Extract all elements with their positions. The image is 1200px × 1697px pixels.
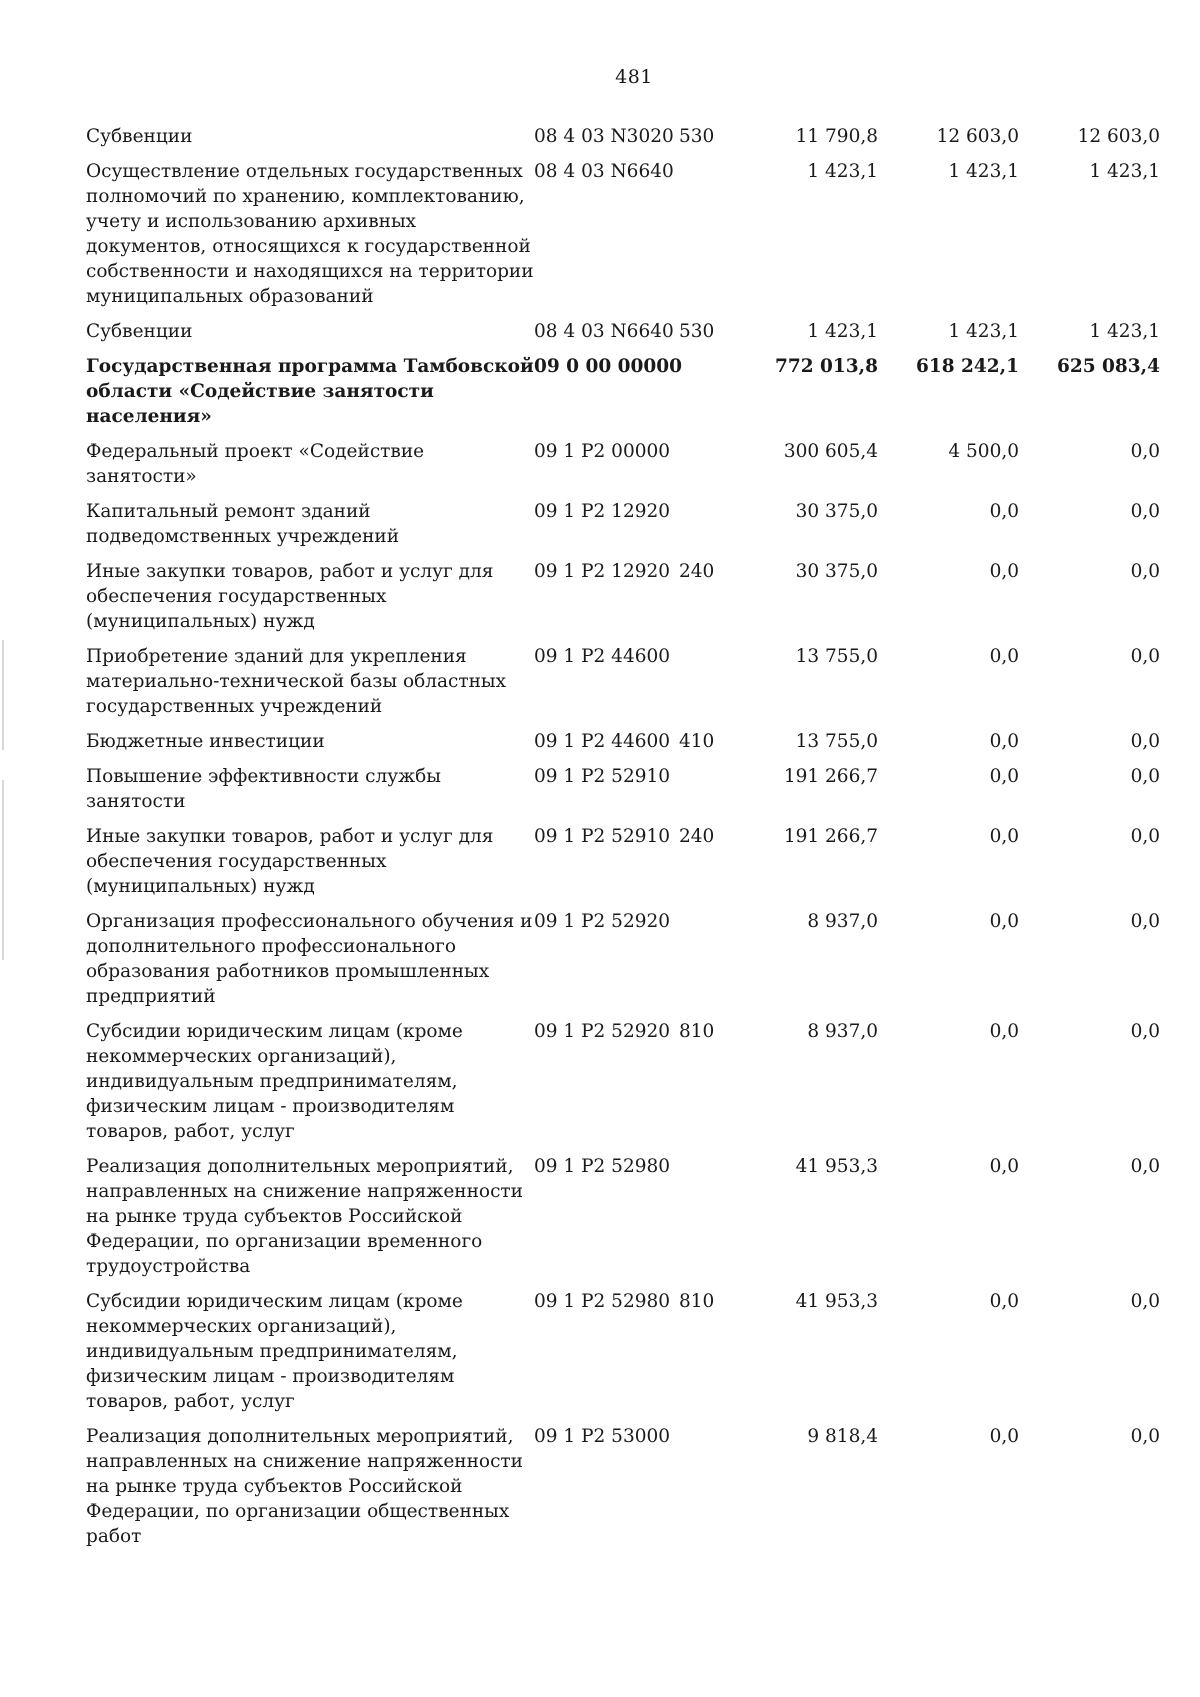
row-value-year1: 191 266,7: [783, 766, 878, 787]
row-value-year2: 12 603,0: [936, 126, 1019, 147]
row-name: Реализация дополнительных мероприятий, направленных на снижение напряженности на рынке труда субъектов Российской Федерации, по организации общественных работ: [86, 1426, 523, 1547]
row-expense-type: 810: [679, 1291, 715, 1312]
row-value-year1: 30 375,0: [795, 561, 878, 582]
table-row: [86, 1019, 1160, 1154]
row-code: 09 1 P2 44600: [534, 646, 671, 667]
table-row: [86, 824, 1160, 909]
row-value-year2: 0,0: [989, 1291, 1019, 1312]
row-value-year3: 0,0: [1130, 911, 1160, 932]
row-value-year2: 0,0: [989, 646, 1019, 667]
row-code: 09 1 P2 52910: [534, 766, 671, 787]
row-name: Субсидии юридическим лицам (кроме некоммерческих организаций), индивидуальным предпринимателям, физическим лицам - производителям товаров, работ, услуг: [86, 1021, 463, 1142]
row-expense-type: 240: [679, 561, 715, 582]
row-value-year1: 41 953,3: [795, 1156, 878, 1177]
row-value-year3: 0,0: [1130, 1291, 1160, 1312]
row-value-year3: 1 423,1: [1089, 321, 1160, 342]
row-expense-type: [679, 1154, 737, 1289]
row-value-year2: 4 500,0: [948, 441, 1019, 462]
row-name: Субсидии юридическим лицам (кроме некоммерческих организаций), индивидуальным предпринимателям, физическим лицам - производителям товаров, работ, услуг: [86, 1291, 463, 1412]
row-code: 09 1 P2 52980: [534, 1291, 671, 1312]
row-expense-type: [679, 439, 737, 499]
row-value-year1: 300 605,4: [783, 441, 878, 462]
row-value-year1: 8 937,0: [807, 1021, 878, 1042]
row-value-year3: 0,0: [1130, 1021, 1160, 1042]
table-row: [86, 909, 1160, 1019]
table-row: [86, 124, 1160, 159]
row-value-year3: 0,0: [1130, 826, 1160, 847]
row-value-year3: 0,0: [1130, 501, 1160, 522]
row-value-year1: 191 266,7: [783, 826, 878, 847]
table-row: [86, 439, 1160, 499]
row-value-year2: 0,0: [989, 911, 1019, 932]
row-value-year1: 9 818,4: [807, 1426, 878, 1447]
row-value-year1: 1 423,1: [807, 321, 878, 342]
row-value-year3: 0,0: [1130, 561, 1160, 582]
row-value-year2: 0,0: [989, 1156, 1019, 1177]
row-value-year3: 0,0: [1130, 1426, 1160, 1447]
row-name: Субвенции: [86, 321, 193, 342]
table-row: [86, 764, 1160, 824]
row-value-year1: 11 790,8: [795, 126, 878, 147]
row-name: Повышение эффективности службы занятости: [86, 766, 442, 812]
row-value-year2: 0,0: [989, 501, 1019, 522]
row-value-year1: 13 755,0: [795, 646, 878, 667]
row-code: 09 1 P2 12920: [534, 501, 671, 522]
row-name: Субвенции: [86, 126, 193, 147]
budget-table: [86, 124, 1160, 1559]
row-name: Бюджетные инвестиции: [86, 731, 325, 752]
row-expense-type: [679, 499, 737, 559]
row-value-year2: 1 423,1: [948, 161, 1019, 182]
row-expense-type: 530: [679, 126, 715, 147]
row-name: Федеральный проект «Содействие занятости»: [86, 441, 425, 487]
row-value-year3: 0,0: [1130, 766, 1160, 787]
row-code: 08 4 03 N6640: [534, 321, 674, 342]
budget-table-body: [86, 124, 1160, 1559]
row-expense-type: 240: [679, 826, 715, 847]
row-name: Реализация дополнительных мероприятий, направленных на снижение напряженности на рынке труда субъектов Российской Федерации, по организации временного трудоустройства: [86, 1156, 523, 1277]
row-name: Организация профессионального обучения и дополнительного профессионального образования работников промышленных предприятий: [86, 911, 533, 1007]
row-value-year1: 772 013,8: [775, 356, 878, 377]
row-value-year1: 13 755,0: [795, 731, 878, 752]
table-row: [86, 1424, 1160, 1559]
table-row: [86, 1289, 1160, 1424]
row-name: Иные закупки товаров, работ и услуг для обеспечения государственных (муниципальных) нужд: [86, 826, 494, 897]
row-expense-type: 530: [679, 321, 715, 342]
row-code: 09 1 P2 00000: [534, 441, 671, 462]
row-name: Иные закупки товаров, работ и услуг для обеспечения государственных (муниципальных) нужд: [86, 561, 494, 632]
row-expense-type: [679, 1424, 737, 1559]
row-value-year1: 8 937,0: [807, 911, 878, 932]
row-value-year3: 1 423,1: [1089, 161, 1160, 182]
row-value-year2: 0,0: [989, 826, 1019, 847]
row-name: Осуществление отдельных государственных полномочий по хранению, комплектованию, учету и использованию архивных документов, относящихся к государственной собственности и находящихся на территории муниципальных образований: [86, 161, 534, 307]
row-expense-type: [679, 764, 737, 824]
row-expense-type: 410: [679, 731, 715, 752]
page-number: 481: [615, 66, 653, 88]
row-code: 09 1 P2 44600: [534, 731, 671, 752]
table-row: [86, 354, 1160, 439]
row-value-year2: 0,0: [989, 731, 1019, 752]
row-value-year3: 0,0: [1130, 1156, 1160, 1177]
row-value-year2: 1 423,1: [948, 321, 1019, 342]
row-value-year3: 0,0: [1130, 646, 1160, 667]
row-expense-type: 810: [679, 1021, 715, 1042]
row-value-year2: 0,0: [989, 1426, 1019, 1447]
table-row: [86, 644, 1160, 729]
row-value-year3: 12 603,0: [1077, 126, 1160, 147]
row-value-year2: 0,0: [989, 561, 1019, 582]
table-row: [86, 729, 1160, 764]
scan-margin-mark: [2, 780, 4, 960]
table-row: [86, 319, 1160, 354]
table-row: [86, 1154, 1160, 1289]
row-value-year1: 1 423,1: [807, 161, 878, 182]
table-row: [86, 499, 1160, 559]
row-expense-type: [679, 159, 737, 319]
scan-margin-mark: [2, 640, 4, 750]
table-row: [86, 559, 1160, 644]
row-code: 09 1 P2 12920: [534, 561, 671, 582]
row-code: 08 4 03 N3020: [534, 126, 674, 147]
row-value-year2: 618 242,1: [916, 356, 1019, 377]
row-value-year3: 0,0: [1130, 441, 1160, 462]
row-value-year1: 41 953,3: [795, 1291, 878, 1312]
row-code: 09 1 P2 52920: [534, 1021, 671, 1042]
row-name: Государственная программа Тамбовской области «Содействие занятости населения»: [86, 356, 534, 427]
row-value-year1: 30 375,0: [795, 501, 878, 522]
row-value-year3: 0,0: [1130, 731, 1160, 752]
row-code: 09 1 P2 52920: [534, 911, 671, 932]
table-row: [86, 159, 1160, 319]
row-value-year2: 0,0: [989, 1021, 1019, 1042]
row-expense-type: [679, 354, 737, 439]
row-value-year3: 625 083,4: [1057, 356, 1160, 377]
row-name: Приобретение зданий для укрепления материально-технической базы областных государственных учреждений: [86, 646, 507, 717]
row-code: 09 1 P2 53000: [534, 1426, 671, 1447]
row-code: 09 1 P2 52980: [534, 1156, 671, 1177]
row-code: 08 4 03 N6640: [534, 161, 674, 182]
row-name: Капитальный ремонт зданий подведомственных учреждений: [86, 501, 400, 547]
row-value-year2: 0,0: [989, 766, 1019, 787]
row-expense-type: [679, 644, 737, 729]
row-expense-type: [679, 909, 737, 1019]
row-code: 09 1 P2 52910: [534, 826, 671, 847]
row-code: 09 0 00 00000: [534, 356, 683, 377]
